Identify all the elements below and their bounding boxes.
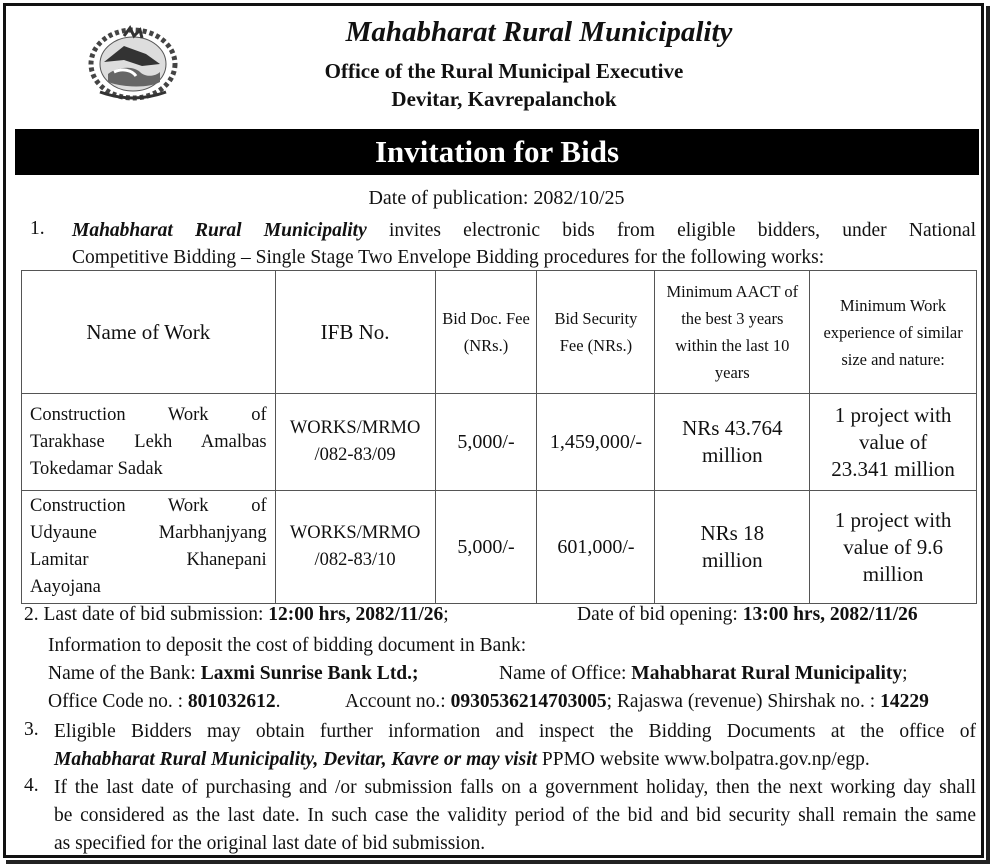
header-minimum-aact: Minimum AACT of the best 3 years within the last 10 years <box>655 271 810 394</box>
bid-opening <box>577 604 918 626</box>
office-code-line <box>48 691 281 713</box>
header-ifb-no: IFB No. <box>275 271 435 394</box>
work-name-line: Udyaune Marbhanjyang <box>30 523 267 543</box>
municipality-name: Mahabharat Rural Municipality <box>345 16 733 48</box>
bid-doc-fee: 5,000/- <box>435 491 537 604</box>
office-name-label: Name of Office: <box>499 663 627 684</box>
work-name-line: Aayojana <box>30 577 101 597</box>
office-code-label: Office Code no. : <box>48 691 184 712</box>
bank-name-value: Laxmi Sunrise Bank Ltd.; <box>200 663 419 684</box>
account-value: 0930536214703005 <box>450 691 607 712</box>
clause-1-municipality: Mahabharat Rural Municipality <box>72 220 367 241</box>
work-name-line: Lamitar Khanepani <box>30 550 267 570</box>
aact-line: NRs 18 <box>700 521 765 545</box>
clause-4-line-3: as specified for the original last date of bid submission. <box>54 833 486 854</box>
ifb-line: /082-83/10 <box>314 550 396 570</box>
notice-title-banner: Invitation for Bids <box>15 129 979 175</box>
work-name-line: Construction Work of <box>30 496 267 516</box>
bank-name-label: Name of the Bank: <box>48 663 196 684</box>
ifb-line: WORKS/MRMO <box>289 418 421 438</box>
bank-name-line <box>48 663 419 685</box>
work-name-line: Construction Work of <box>30 404 267 425</box>
border-shadow-bottom <box>6 860 990 864</box>
rajaswa-value: 14229 <box>880 691 929 712</box>
clause-1-number: 1. <box>30 218 45 239</box>
opening-label: Date of bid opening: <box>577 604 738 625</box>
bid-security-fee: 601,000/- <box>537 491 655 604</box>
clause-1-line-2: Competitive Bidding – Single Stage Two Envelope Bidding procedures for the following works: <box>72 247 825 268</box>
ifb-number <box>275 394 435 491</box>
minimum-aact <box>655 394 810 491</box>
clause-3-office: Mahabharat Rural Municipality, Devitar, Kavre or may visit <box>54 749 538 770</box>
ifb-line: WORKS/MRMO <box>289 523 421 543</box>
work-name <box>22 394 276 491</box>
separator: . <box>275 691 281 712</box>
experience-line: 23.341 million <box>831 456 955 481</box>
works-table <box>21 270 977 604</box>
opening-datetime: 13:00 hrs, 2082/11/26 <box>742 604 918 625</box>
work-name <box>22 491 276 604</box>
clause-4-line-2: be considered as the last date. In such case the validity period of the bid and bid security shall remain the same <box>54 805 976 826</box>
minimum-aact <box>655 491 810 604</box>
table-row <box>22 491 977 604</box>
account-line <box>345 691 929 713</box>
experience-line: value of 9.6 <box>843 534 943 559</box>
submission-deadline: 12:00 hrs, 2082/11/26 <box>268 604 444 625</box>
table-row <box>22 394 977 491</box>
clause-3-line-1: Eligible Bidders may obtain further information and inspect the Bidding Documents at the office of <box>54 721 976 742</box>
separator: ; <box>902 663 908 684</box>
experience-line: value of <box>858 429 928 454</box>
clause-3-website[interactable]: PPMO website www.bolpatra.gov.np/egp. <box>541 749 870 770</box>
minimum-work-experience <box>810 394 977 491</box>
aact-line: million <box>701 548 763 572</box>
rajaswa-label: ; Rajaswa (revenue) Shirshak no. : <box>606 691 876 712</box>
separator: ; <box>443 604 449 625</box>
clause-3-line-2 <box>54 746 976 773</box>
bank-info-intro: Information to deposit the cost of bidding document in Bank: <box>48 635 527 656</box>
office-name: Office of the Rural Municipal Executive <box>324 59 684 83</box>
submission-label: Last date of bid submission: <box>43 604 264 625</box>
clause-3-number: 3. <box>24 719 39 740</box>
clause-4-number: 4. <box>24 775 39 796</box>
aact-line: NRs 43.764 <box>682 416 783 440</box>
clause-4-line-1: If the last date of purchasing and /or submission falls on a government holiday, then the next working day shall <box>54 777 976 798</box>
office-address: Devitar, Kavrepalanchok <box>391 87 617 111</box>
account-label: Account no.: <box>345 691 446 712</box>
clause-1-text: invites electronic bids from eligible bidders, under National <box>388 220 977 241</box>
work-name-line: Tarakhase Lekh Amalbas <box>30 431 267 452</box>
experience-line: 1 project with <box>834 507 952 532</box>
header-bid-security-fee: Bid Security Fee (NRs.) <box>537 271 655 394</box>
header-name-of-work: Name of Work <box>22 271 276 394</box>
table-header-row <box>22 271 977 394</box>
bid-doc-fee: 5,000/- <box>435 394 537 491</box>
experience-line: 1 project with <box>834 402 952 427</box>
clause-2-number: 2. <box>24 604 39 625</box>
aact-line: million <box>701 443 763 467</box>
work-name-line: Tokedamar Sadak <box>30 458 163 479</box>
ifb-number <box>275 491 435 604</box>
office-name-line <box>499 663 908 685</box>
clause-1-line-1 <box>72 217 976 244</box>
publication-date: Date of publication: 2082/10/25 <box>368 187 625 209</box>
bid-security-fee: 1,459,000/- <box>537 394 655 491</box>
minimum-work-experience <box>810 491 977 604</box>
header-bid-doc-fee: Bid Doc. Fee (NRs.) <box>435 271 537 394</box>
experience-line: million <box>862 561 924 586</box>
border-shadow-right <box>986 6 990 862</box>
header-minimum-work-experience: Minimum Work experience of similar size and nature: <box>810 271 977 394</box>
office-code-value: 801032612 <box>187 691 276 712</box>
office-name-value: Mahabharat Rural Municipality <box>631 663 903 684</box>
clause-2-line-1 <box>24 604 449 626</box>
ifb-line: /082-83/09 <box>314 445 396 465</box>
